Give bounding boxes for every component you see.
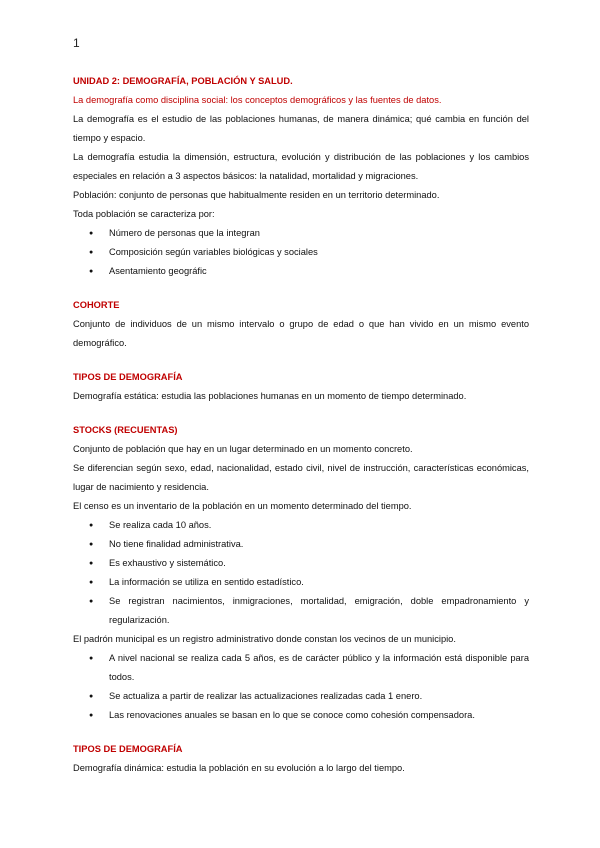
list-item: ● Se actualiza a partir de realizar las actualizaciones realizadas cada 1 enero. (73, 687, 529, 706)
intro-paragraph: La demografía es el estudio de las poblaciones humanas, de manera dinámica; qué cambia en función del tiempo y espacio. (73, 114, 529, 143)
list-item: ● A nivel nacional se realiza cada 5 años, es de carácter público y la información está disponible para todos. (73, 649, 529, 687)
unit-title: UNIDAD 2: DEMOGRAFÍA, POBLACIÓN Y SALUD. (73, 76, 293, 86)
cohorte-text: Conjunto de individuos de un mismo intervalo o grupo de edad o que han vivido en un mismo evento demográfico. (73, 319, 529, 348)
list-item: ● Las renovaciones anuales se basan en lo que se conoce como cohesión compensadora. (73, 706, 529, 725)
list-item: ● Se realiza cada 10 años. (73, 516, 529, 535)
list-item: ● Se registran nacimientos, inmigraciones, mortalidad, emigración, doble empadronamiento y regularización. (73, 592, 529, 630)
characteristics-list (73, 224, 529, 281)
tipos-text: Demografía estática: estudia las poblaciones humanas en un momento de tiempo determinado. (73, 391, 467, 401)
padron-text: El padrón municipal es un registro administrativo donde constan los vecinos de un municipio. (73, 634, 456, 644)
stocks-paragraph: El censo es un inventario de la población en un momento determinado del tiempo. (73, 501, 412, 511)
censo-list (73, 516, 529, 630)
intro-paragraph: La demografía estudia la dimensión, estructura, evolución y distribución de las poblaciones y los cambios especiales en relación a 3 aspectos básicos: la natalidad, mortalidad y migraciones. (73, 152, 529, 181)
section-title-tipos: TIPOS DE DEMOGRAFÍA (73, 372, 183, 382)
list-item: ● Número de personas que la integran (73, 224, 529, 243)
intro-paragraph: Toda población se caracteriza por: (73, 209, 215, 219)
list-item: ● Asentamiento geográfic (73, 262, 529, 281)
section-title-stocks: STOCKS (RECUENTAS) (73, 425, 178, 435)
tipos-dinamica-text: Demografía dinámica: estudia la población en su evolución a lo largo del tiempo. (73, 763, 405, 773)
list-item: ● Composición según variables biológicas y sociales (73, 243, 529, 262)
subtitle: La demografía como disciplina social: los conceptos demográficos y las fuentes de datos. (73, 95, 442, 105)
stocks-paragraph: Se diferencian según sexo, edad, nacionalidad, estado civil, nivel de instrucción, características económicas, lugar de nacimiento y residencia. (73, 463, 529, 492)
section-title-cohorte: COHORTE (73, 300, 120, 310)
list-item: ● Es exhaustivo y sistemático. (73, 554, 529, 573)
page-number: 1 (73, 36, 80, 50)
stocks-paragraph: Conjunto de población que hay en un lugar determinado en un momento concreto. (73, 444, 413, 454)
list-item: ● La información se utiliza en sentido estadístico. (73, 573, 529, 592)
padron-list (73, 649, 529, 725)
list-item: ● No tiene finalidad administrativa. (73, 535, 529, 554)
section-title-tipos-2: TIPOS DE DEMOGRAFÍA (73, 744, 183, 754)
document-body (73, 72, 529, 778)
intro-paragraph: Población: conjunto de personas que habitualmente residen en un territorio determinado. (73, 190, 440, 200)
